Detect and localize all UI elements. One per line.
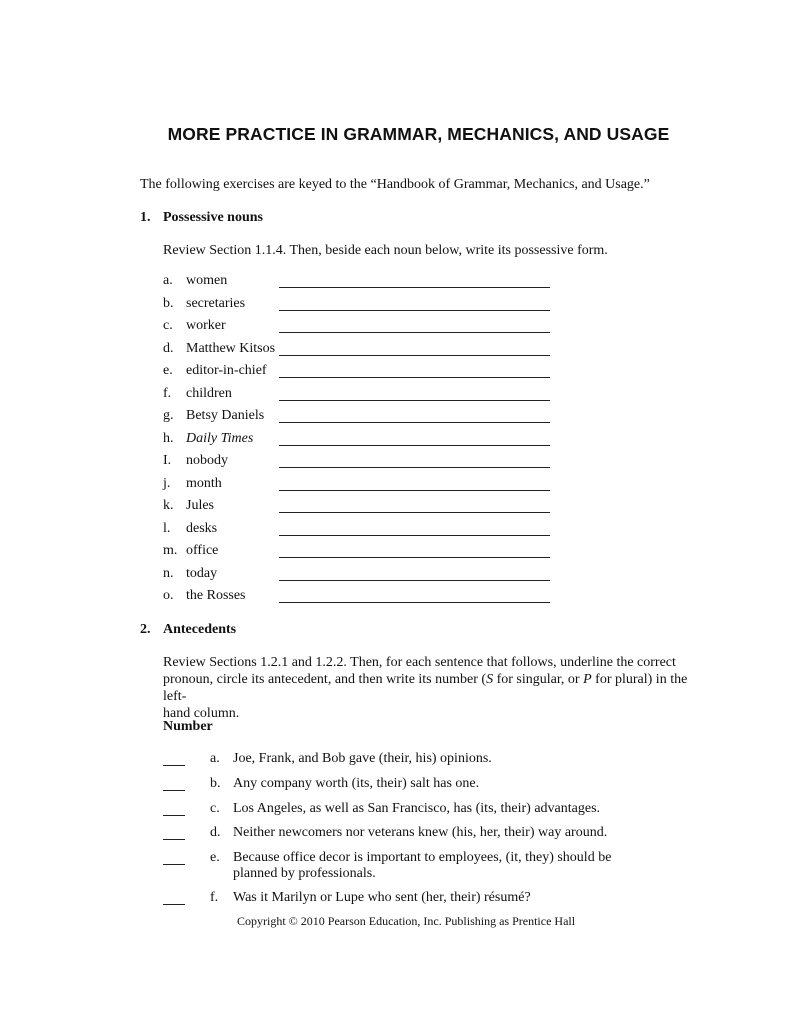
item-noun: editor-in-chief xyxy=(186,363,267,378)
item-sentence: Was it Marilyn or Lupe who sent (her, their) résumé? xyxy=(233,890,531,905)
answer-line[interactable] xyxy=(279,580,550,581)
item-noun: the Rosses xyxy=(186,588,246,603)
item-sentence: Neither newcomers nor veterans knew (his, her, their) way around. xyxy=(233,825,608,840)
item-letter: b. xyxy=(210,776,221,791)
item-letter: l. xyxy=(163,520,171,536)
item-noun: nobody xyxy=(186,453,228,468)
possessive-item xyxy=(163,408,583,428)
number-subheading: Number xyxy=(163,719,213,734)
section-1-instructions: Review Section 1.1.4. Then, beside each noun below, write its possessive form. xyxy=(163,243,608,258)
item-letter: e. xyxy=(163,363,173,378)
item-letter: d. xyxy=(210,825,221,840)
section-2-number: 2. xyxy=(140,622,151,637)
possessive-item xyxy=(163,431,583,451)
answer-blank[interactable] xyxy=(163,751,185,766)
item-letter: a. xyxy=(163,273,173,288)
section-1-number: 1. xyxy=(140,210,151,225)
answer-line[interactable] xyxy=(279,310,550,311)
possessive-item xyxy=(163,588,583,608)
answer-line[interactable] xyxy=(279,422,550,423)
answer-line[interactable] xyxy=(279,400,550,401)
copyright-footer: Copyright © 2010 Pearson Education, Inc. Publishing as Prentice Hall xyxy=(237,914,576,928)
answer-line[interactable] xyxy=(279,467,550,468)
answer-line[interactable] xyxy=(279,445,550,446)
item-letter: m. xyxy=(163,543,178,558)
item-letter: c. xyxy=(210,801,220,816)
item-noun: secretaries xyxy=(186,295,246,311)
page-title: MORE PRACTICE IN GRAMMAR, MECHANICS, AND USAGE xyxy=(167,124,670,144)
item-letter: e. xyxy=(210,850,220,865)
answer-line[interactable] xyxy=(279,557,550,558)
instructions-line: hand column. xyxy=(163,706,240,721)
item-letter: k. xyxy=(163,498,174,513)
possessive-item xyxy=(163,566,583,586)
item-sentence: Any company worth (its, their) salt has one. xyxy=(233,776,480,791)
possessive-item xyxy=(163,318,583,338)
item-letter: h. xyxy=(163,430,174,446)
answer-blank[interactable] xyxy=(163,801,185,816)
item-noun: desks xyxy=(186,520,218,536)
instructions-line: pronoun, circle its antecedent, and then write its number (S for singular, or P for plural) in the left- xyxy=(163,672,688,704)
intro-text: The following exercises are keyed to the “Handbook of Grammar, Mechanics, and Usage.” xyxy=(140,177,650,192)
possessive-item xyxy=(163,521,583,541)
item-letter: b. xyxy=(163,295,174,311)
answer-line[interactable] xyxy=(279,377,550,378)
item-noun: month xyxy=(186,475,222,491)
item-letter: f. xyxy=(210,890,219,905)
item-letter: n. xyxy=(163,565,174,581)
answer-blank[interactable] xyxy=(163,890,185,905)
section-2-instructions xyxy=(163,654,703,722)
possessive-item xyxy=(163,296,583,316)
answer-line[interactable] xyxy=(279,602,550,603)
item-noun: Matthew Kitsos xyxy=(186,340,276,356)
answer-line[interactable] xyxy=(279,490,550,491)
answer-blank[interactable] xyxy=(163,825,185,840)
item-letter: f. xyxy=(163,385,172,401)
possessive-item xyxy=(163,498,583,518)
item-noun: office xyxy=(186,543,219,558)
item-noun: Jules xyxy=(186,498,214,513)
possessive-item xyxy=(163,453,583,473)
answer-line[interactable] xyxy=(279,332,550,333)
answer-line[interactable] xyxy=(279,535,550,536)
item-letter: g. xyxy=(163,408,174,423)
possessive-item xyxy=(163,341,583,361)
answer-line[interactable] xyxy=(279,512,550,513)
section-2-title: Antecedents xyxy=(163,622,237,637)
instructions-line: Review Sections 1.2.1 and 1.2.2. Then, for each sentence that follows, underline the correct xyxy=(163,655,676,670)
answer-line[interactable] xyxy=(279,287,550,288)
section-1-heading xyxy=(140,210,263,226)
item-sentence: Because office decor is important to employees, (it, they) should be planned by professionals. xyxy=(233,850,612,881)
item-letter: d. xyxy=(163,340,174,356)
answer-blank[interactable] xyxy=(163,776,185,791)
possessive-item xyxy=(163,363,583,383)
item-noun: Daily Times xyxy=(186,430,254,446)
possessive-item xyxy=(163,543,583,563)
possessive-item xyxy=(163,386,583,406)
answer-line[interactable] xyxy=(279,355,550,356)
item-noun: women xyxy=(186,273,228,288)
item-noun: children xyxy=(186,385,232,401)
item-noun: worker xyxy=(186,318,226,333)
item-sentence: Joe, Frank, and Bob gave (their, his) opinions. xyxy=(233,751,492,766)
item-noun: Betsy Daniels xyxy=(186,408,265,423)
item-noun: today xyxy=(186,565,218,581)
section-2-heading xyxy=(140,622,236,638)
item-letter: a. xyxy=(210,751,220,766)
possessive-item xyxy=(163,476,583,496)
item-sentence: Los Angeles, as well as San Francisco, has (its, their) advantages. xyxy=(233,801,601,816)
item-letter: o. xyxy=(163,588,174,603)
item-letter: c. xyxy=(163,318,173,333)
item-letter: j. xyxy=(163,475,171,491)
section-1-title: Possessive nouns xyxy=(163,210,263,225)
item-letter: I. xyxy=(163,453,172,468)
possessive-item xyxy=(163,273,583,293)
answer-blank[interactable] xyxy=(163,850,185,865)
